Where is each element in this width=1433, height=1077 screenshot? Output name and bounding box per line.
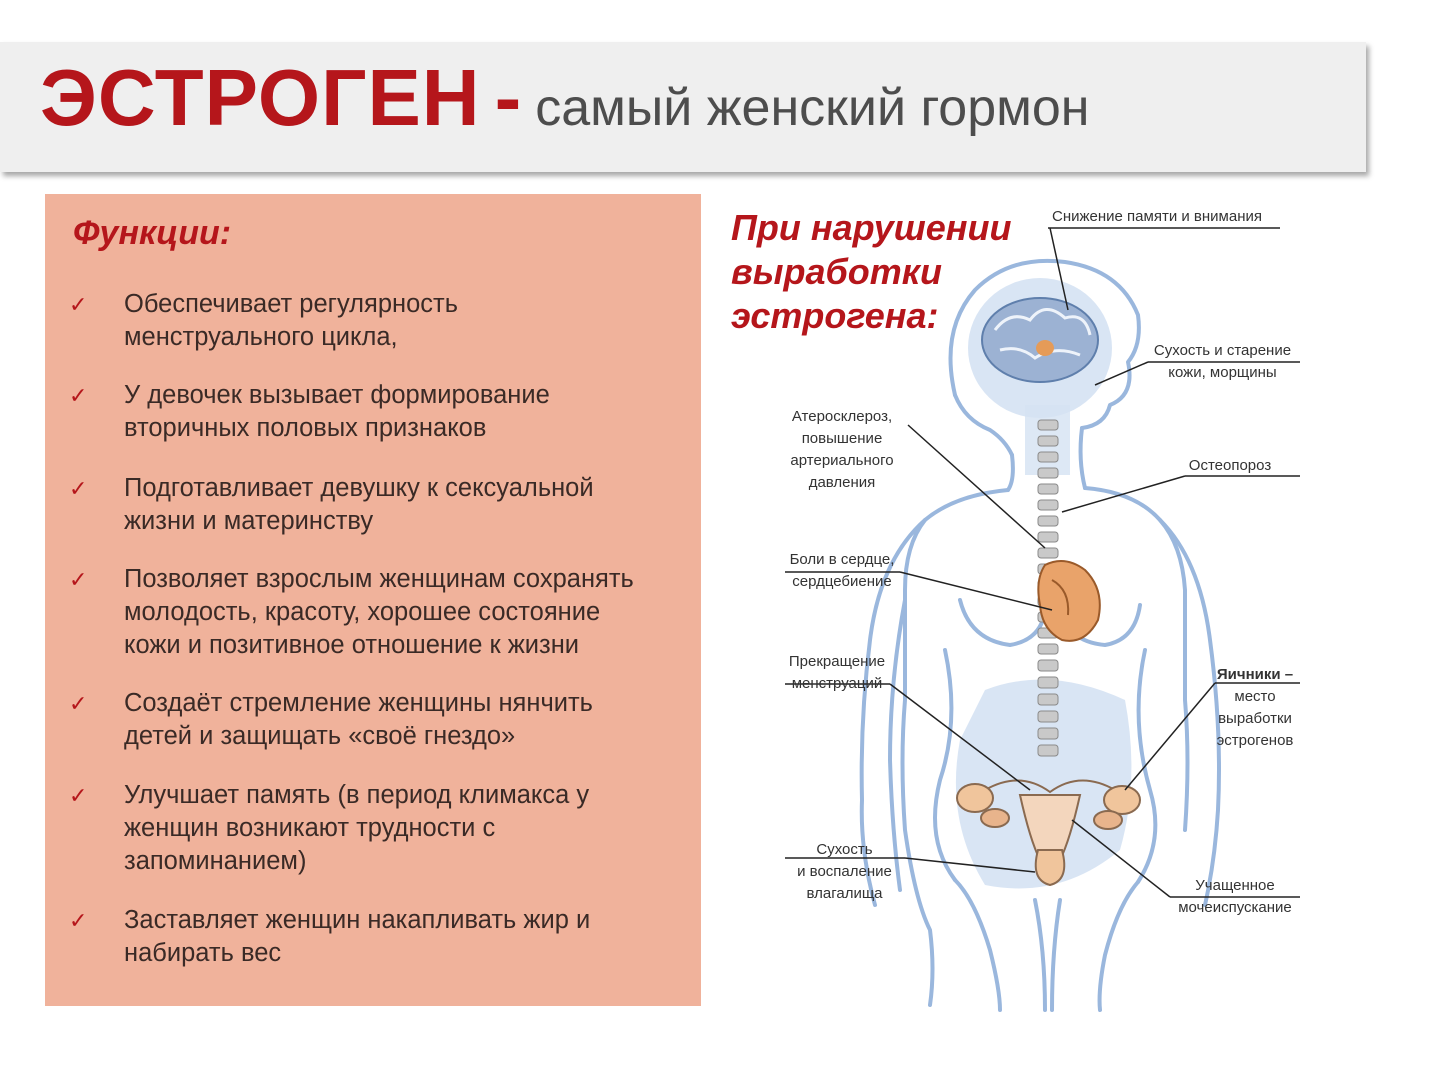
functions-heading: Функции: <box>73 214 232 252</box>
label-osteoporosis: Остеопороз <box>1188 457 1272 474</box>
page-title <box>40 53 1090 142</box>
label-heart: Боли в сердце, сердцебиение <box>789 551 895 590</box>
label-memory: Снижение памяти и внимания <box>1052 208 1262 225</box>
function-item-text: Обеспечивает регулярность менструального цикла, <box>124 290 459 351</box>
label-ovaries <box>1205 664 1305 752</box>
label-menstruation: Прекращение менструаций <box>788 653 886 692</box>
functions-panel <box>45 194 701 1006</box>
label-ovaries-bold: Яичники – <box>1216 666 1294 683</box>
function-item-text: Заставляет женщин накапливать жир и набирать вес <box>124 906 591 967</box>
checkmark-icon: ✓ <box>69 292 88 317</box>
label-atherosclerosis: Атеросклероз, повышение артериального давления <box>790 408 894 491</box>
function-item-text: Позволяет взрослым женщинам сохранять молодость, красоту, хорошее состояние кожи и позитивное отношение к жизни <box>124 565 634 659</box>
label-vagina: Сухость и воспаление влагалища <box>797 841 892 902</box>
label-urination: Учащенное мочеиспускание <box>1178 877 1292 916</box>
heart-icon <box>1038 561 1099 641</box>
checkmark-icon: ✓ <box>69 476 88 501</box>
function-item-text: У девочек вызывает формирование вторичных половых признаков <box>124 381 550 442</box>
title-subtitle: самый женский гормон <box>535 79 1090 137</box>
checkmark-icon: ✓ <box>69 691 88 716</box>
checkmark-icon: ✓ <box>69 383 88 408</box>
checkmark-icon: ✓ <box>69 908 88 933</box>
function-item-text: Создаёт стремление женщины нянчить детей и защищать «своё гнездо» <box>124 689 593 750</box>
title-dash: - <box>494 53 522 142</box>
checkmark-icon: ✓ <box>69 783 88 808</box>
checkmark-icon: ✓ <box>69 567 88 592</box>
title-main: ЭСТРОГЕН <box>40 53 481 142</box>
brain-icon <box>982 298 1098 382</box>
function-item-text: Подготавливает девушку к сексуальной жизни и материнству <box>124 474 594 535</box>
function-item-text: Улучшает память (в период климакса у женщин возникают трудности с запоминанием) <box>124 781 590 875</box>
label-ovaries-rest: место выработки эстрогенов <box>1216 688 1294 749</box>
disorders-heading: При нарушении выработки эстрогена: <box>731 207 1012 336</box>
label-skin: Сухость и старение кожи, морщины <box>1153 342 1292 381</box>
